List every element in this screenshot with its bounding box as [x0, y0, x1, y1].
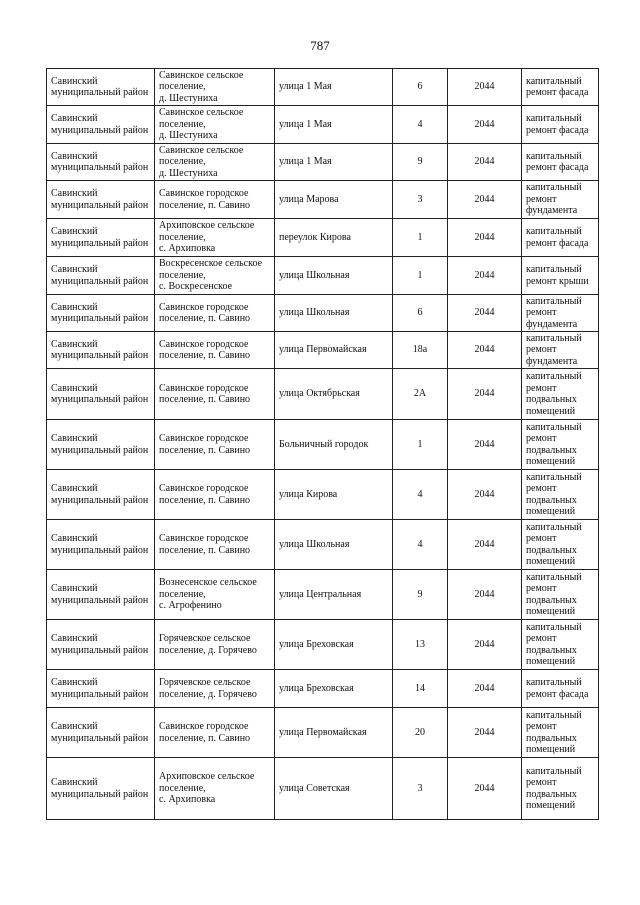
- work-type-cell: капитальный ремонт фасада: [522, 144, 599, 181]
- year-cell: 2044: [448, 758, 522, 820]
- house-number-cell: 4: [393, 470, 448, 520]
- house-number-cell: 9: [393, 570, 448, 620]
- settlement-cell: Архиповское сельское поселение, с. Архиповка: [155, 758, 275, 820]
- house-number-cell: 1: [393, 257, 448, 295]
- work-type-cell: капитальный ремонт подвальных помещений: [522, 369, 599, 420]
- house-number-cell: 14: [393, 670, 448, 708]
- work-type-cell: капитальный ремонт подвальных помещений: [522, 758, 599, 820]
- year-cell: 2044: [448, 470, 522, 520]
- street-cell: улица Бреховская: [275, 670, 393, 708]
- settlement-cell: Архиповское сельское поселение, с. Архиповка: [155, 219, 275, 257]
- house-number-cell: 3: [393, 181, 448, 219]
- house-number-cell: 1: [393, 420, 448, 470]
- year-cell: 2044: [448, 144, 522, 181]
- year-cell: 2044: [448, 670, 522, 708]
- district-cell: Савинский муниципальный район: [47, 758, 155, 820]
- year-cell: 2044: [448, 570, 522, 620]
- district-cell: Савинский муниципальный район: [47, 69, 155, 106]
- district-cell: Савинский муниципальный район: [47, 420, 155, 470]
- table-row: [47, 670, 599, 708]
- work-type-cell: капитальный ремонт подвальных помещений: [522, 708, 599, 758]
- table-row: [47, 144, 599, 181]
- year-cell: 2044: [448, 69, 522, 106]
- district-cell: Савинский муниципальный район: [47, 106, 155, 144]
- street-cell: улица 1 Мая: [275, 144, 393, 181]
- district-cell: Савинский муниципальный район: [47, 620, 155, 670]
- street-cell: улица Кирова: [275, 470, 393, 520]
- house-number-cell: 9: [393, 144, 448, 181]
- house-number-cell: 13: [393, 620, 448, 670]
- street-cell: Больничный городок: [275, 420, 393, 470]
- house-number-cell: 2А: [393, 369, 448, 420]
- street-cell: улица Школьная: [275, 257, 393, 295]
- street-cell: улица Бреховская: [275, 620, 393, 670]
- settlement-cell: Савинское сельское поселение, д. Шестуниха: [155, 144, 275, 181]
- table-row: [47, 520, 599, 570]
- registry-body: [47, 69, 599, 820]
- year-cell: 2044: [448, 620, 522, 670]
- year-cell: 2044: [448, 369, 522, 420]
- district-cell: Савинский муниципальный район: [47, 670, 155, 708]
- settlement-cell: Савинское городское поселение, п. Савино: [155, 420, 275, 470]
- settlement-cell: Савинское сельское поселение, д. Шестуниха: [155, 106, 275, 144]
- district-cell: Савинский муниципальный район: [47, 369, 155, 420]
- settlement-cell: Савинское сельское поселение, д. Шестуниха: [155, 69, 275, 106]
- settlement-cell: Вознесенское сельское поселение, с. Агрофенино: [155, 570, 275, 620]
- work-type-cell: капитальный ремонт фундамента: [522, 332, 599, 369]
- street-cell: улица 1 Мая: [275, 69, 393, 106]
- district-cell: Савинский муниципальный район: [47, 295, 155, 332]
- settlement-cell: Савинское городское поселение, п. Савино: [155, 369, 275, 420]
- work-type-cell: капитальный ремонт фасада: [522, 106, 599, 144]
- street-cell: улица Первомайская: [275, 708, 393, 758]
- district-cell: Савинский муниципальный район: [47, 332, 155, 369]
- year-cell: 2044: [448, 106, 522, 144]
- district-cell: Савинский муниципальный район: [47, 257, 155, 295]
- street-cell: улица Марова: [275, 181, 393, 219]
- settlement-cell: Савинское городское поселение, п. Савино: [155, 708, 275, 758]
- work-type-cell: капитальный ремонт фасада: [522, 69, 599, 106]
- table-row: [47, 420, 599, 470]
- street-cell: улица Центральная: [275, 570, 393, 620]
- work-type-cell: капитальный ремонт подвальных помещений: [522, 620, 599, 670]
- house-number-cell: 3: [393, 758, 448, 820]
- house-number-cell: 6: [393, 69, 448, 106]
- table-row: [47, 470, 599, 520]
- settlement-cell: Горячевское сельское поселение, д. Горячево: [155, 670, 275, 708]
- street-cell: улица 1 Мая: [275, 106, 393, 144]
- year-cell: 2044: [448, 181, 522, 219]
- table-row: [47, 758, 599, 820]
- settlement-cell: Горячевское сельское поселение, д. Горячево: [155, 620, 275, 670]
- year-cell: 2044: [448, 332, 522, 369]
- work-type-cell: капитальный ремонт фасада: [522, 219, 599, 257]
- year-cell: 2044: [448, 708, 522, 758]
- table-row: [47, 369, 599, 420]
- district-cell: Савинский муниципальный район: [47, 708, 155, 758]
- house-number-cell: 18а: [393, 332, 448, 369]
- page-number: 787: [310, 38, 330, 53]
- table-row: [47, 106, 599, 144]
- house-number-cell: 20: [393, 708, 448, 758]
- settlement-cell: Савинское городское поселение, п. Савино: [155, 470, 275, 520]
- district-cell: Савинский муниципальный район: [47, 181, 155, 219]
- work-type-cell: капитальный ремонт фундамента: [522, 295, 599, 332]
- repair-registry-table: [46, 68, 599, 820]
- street-cell: улица Октябрьская: [275, 369, 393, 420]
- street-cell: улица Школьная: [275, 520, 393, 570]
- table-row: [47, 69, 599, 106]
- street-cell: улица Первомайская: [275, 332, 393, 369]
- street-cell: улица Школьная: [275, 295, 393, 332]
- table-row: [47, 620, 599, 670]
- table-row: [47, 570, 599, 620]
- settlement-cell: Савинское городское поселение, п. Савино: [155, 181, 275, 219]
- house-number-cell: 4: [393, 106, 448, 144]
- work-type-cell: капитальный ремонт подвальных помещений: [522, 570, 599, 620]
- table-row: [47, 219, 599, 257]
- year-cell: 2044: [448, 520, 522, 570]
- table-row: [47, 295, 599, 332]
- district-cell: Савинский муниципальный район: [47, 520, 155, 570]
- year-cell: 2044: [448, 219, 522, 257]
- house-number-cell: 6: [393, 295, 448, 332]
- settlement-cell: Воскресенское сельское поселение, с. Воскресенское: [155, 257, 275, 295]
- work-type-cell: капитальный ремонт подвальных помещений: [522, 420, 599, 470]
- street-cell: переулок Кирова: [275, 219, 393, 257]
- settlement-cell: Савинское городское поселение, п. Савино: [155, 520, 275, 570]
- settlement-cell: Савинское городское поселение, п. Савино: [155, 295, 275, 332]
- work-type-cell: капитальный ремонт фасада: [522, 670, 599, 708]
- table-row: [47, 257, 599, 295]
- house-number-cell: 1: [393, 219, 448, 257]
- district-cell: Савинский муниципальный район: [47, 570, 155, 620]
- house-number-cell: 4: [393, 520, 448, 570]
- year-cell: 2044: [448, 295, 522, 332]
- year-cell: 2044: [448, 257, 522, 295]
- district-cell: Савинский муниципальный район: [47, 219, 155, 257]
- year-cell: 2044: [448, 420, 522, 470]
- table-row: [47, 181, 599, 219]
- district-cell: Савинский муниципальный район: [47, 470, 155, 520]
- district-cell: Савинский муниципальный район: [47, 144, 155, 181]
- work-type-cell: капитальный ремонт фундамента: [522, 181, 599, 219]
- work-type-cell: капитальный ремонт подвальных помещений: [522, 470, 599, 520]
- table-row: [47, 332, 599, 369]
- work-type-cell: капитальный ремонт крыши: [522, 257, 599, 295]
- work-type-cell: капитальный ремонт подвальных помещений: [522, 520, 599, 570]
- settlement-cell: Савинское городское поселение, п. Савино: [155, 332, 275, 369]
- street-cell: улица Советская: [275, 758, 393, 820]
- table-row: [47, 708, 599, 758]
